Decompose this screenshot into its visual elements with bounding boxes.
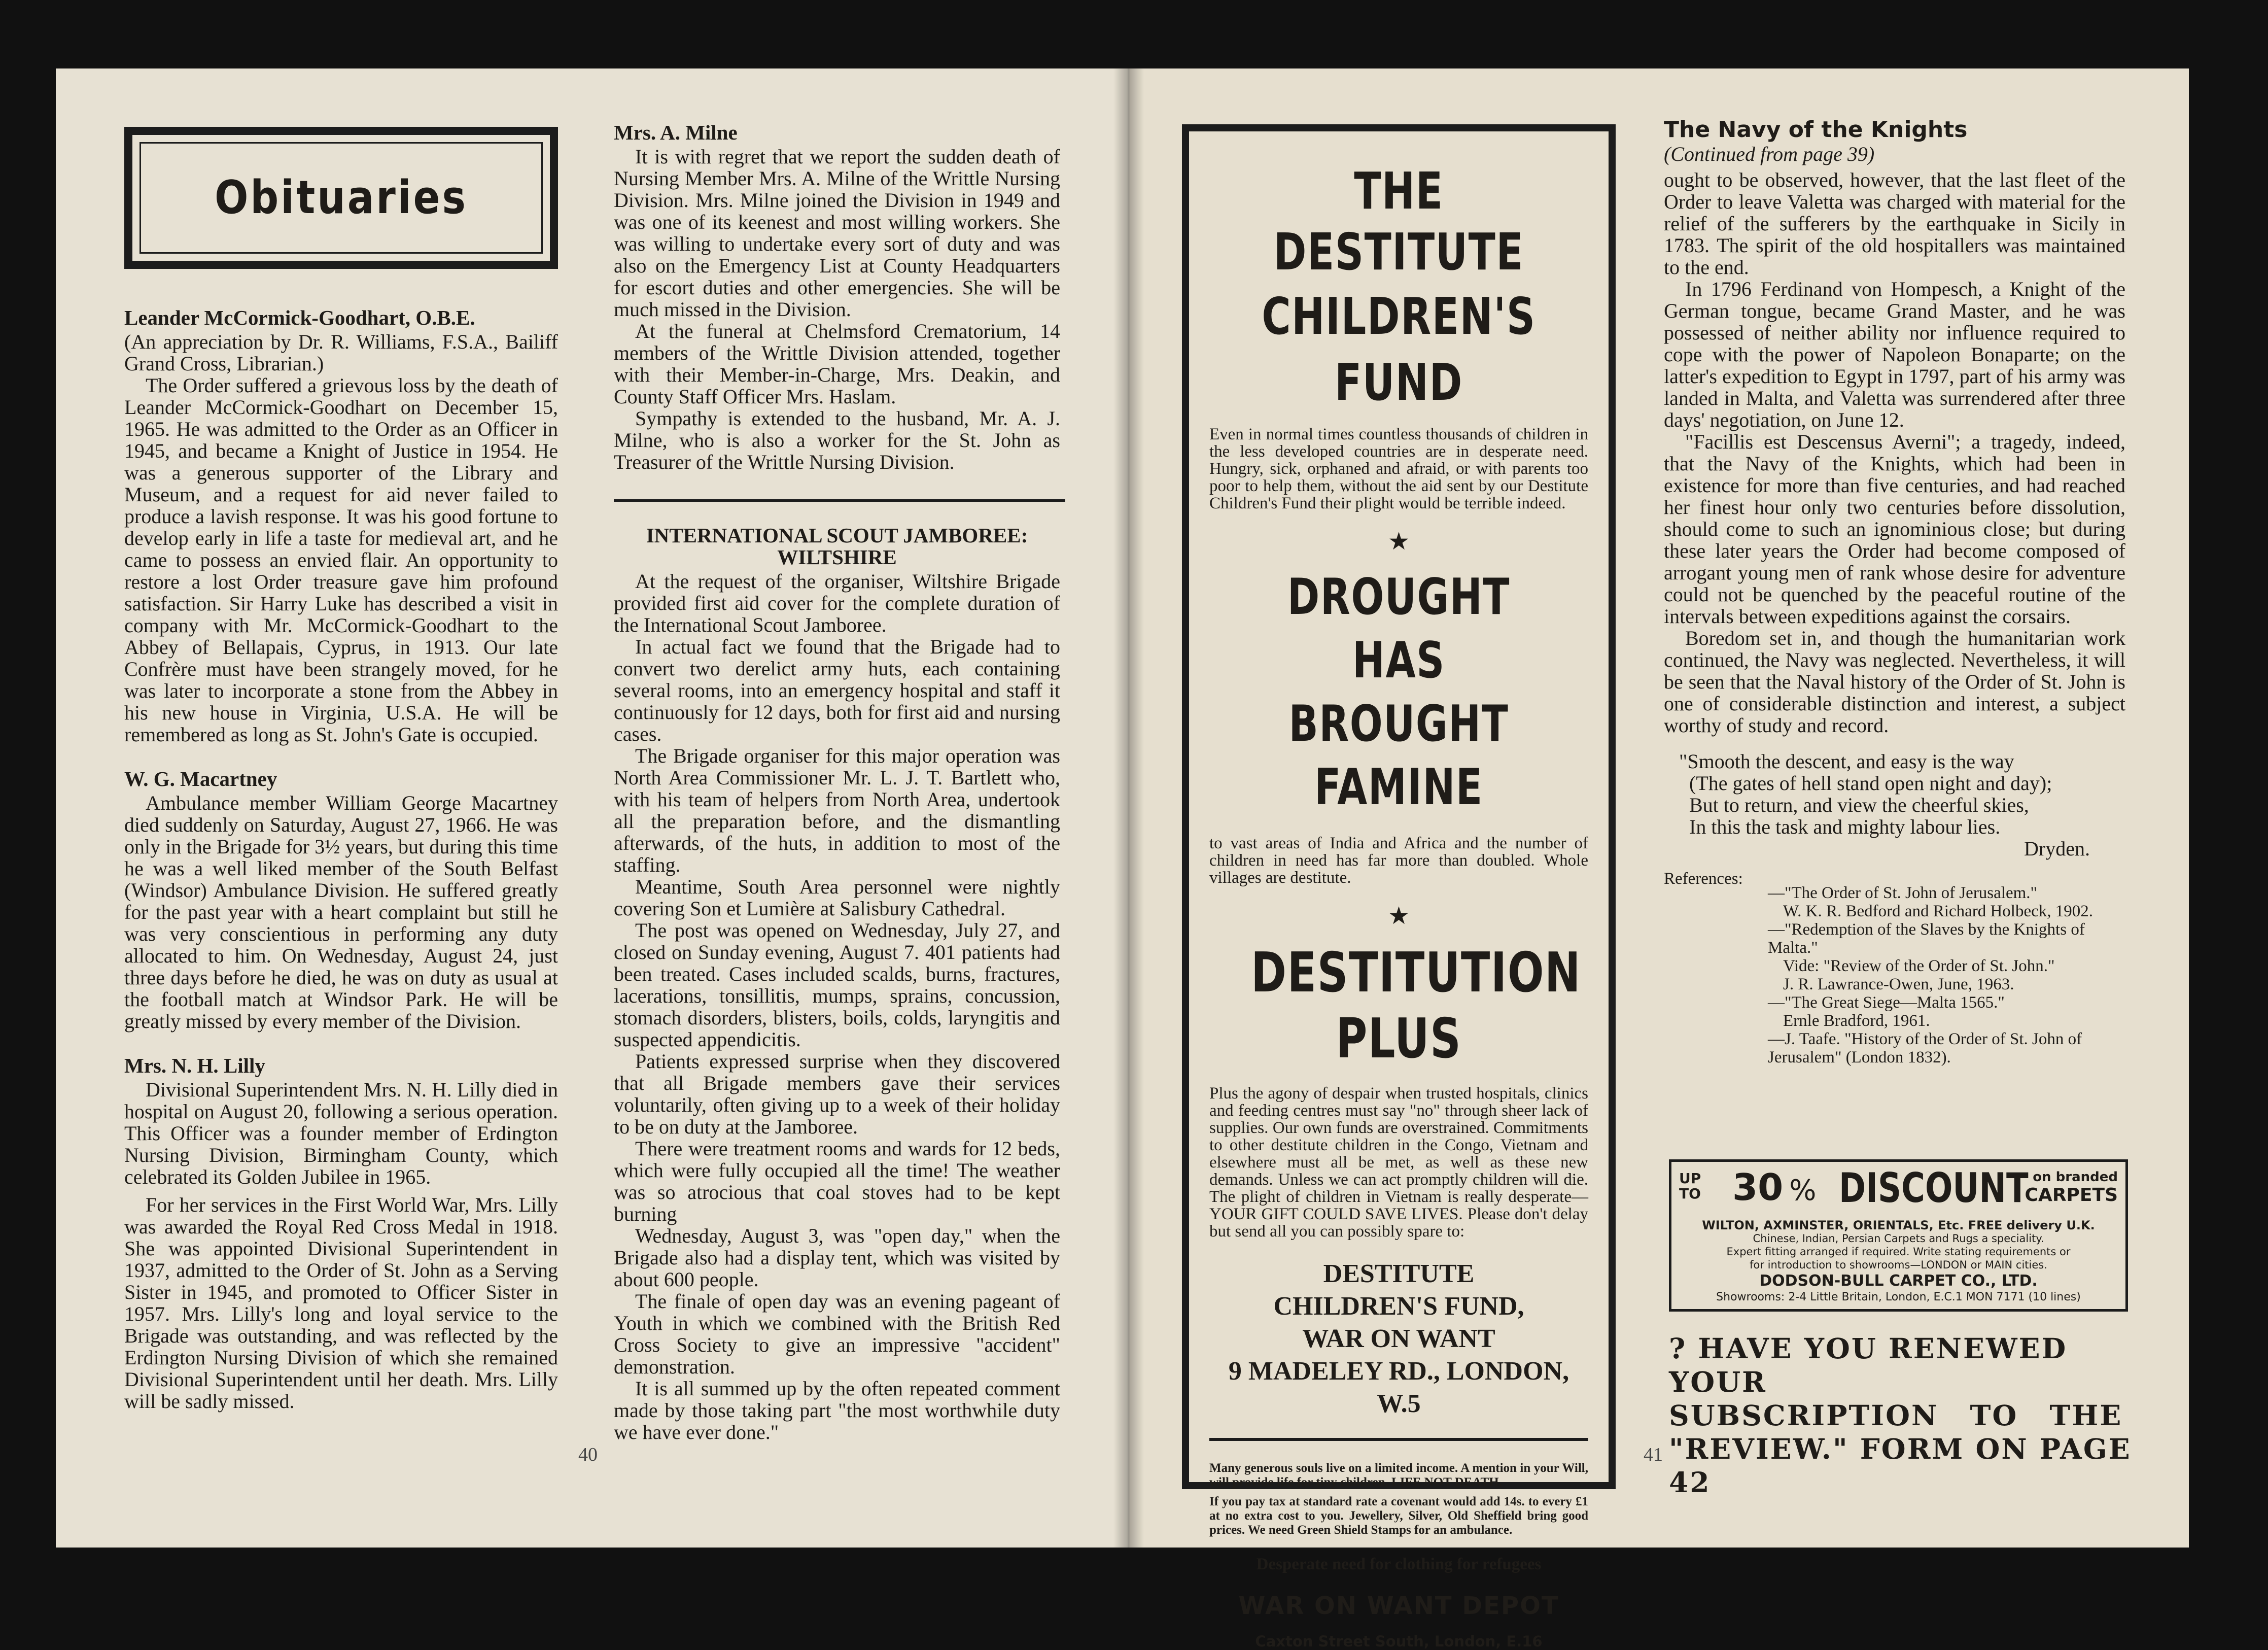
article-paragraph: In actual fact we found that the Brigade had to convert two derelict army huts, each containing several rooms, into an emergency hospital and staff it continuously for 12 days, both for first aid and nursing cases. [614, 635, 1060, 745]
article-paragraph: Patients expressed surprise when they discovered that all Brigade members gave their services voluntarily, often giving up to a week of their holiday to be on duty at the Jamboree. [614, 1050, 1060, 1138]
advert-need-line: Desperate need for clothing for refugees [1256, 1555, 1542, 1573]
article-paragraph: ought to be observed, however, that the last fleet of the Order to leave Valetta was charged with material for the relief of the sufferers by the earthquake in Sicily in 1783. The spirit of the old hospitallers was maintained to the end. [1664, 168, 2125, 279]
poem-attribution: Dryden. [2024, 837, 2090, 860]
obit-paragraph: At the funeral at Chelmsford Crematorium, 14 members of the Writtle Division attended, together with their Member-in-Charge, Mrs. Deakin, and County Staff Officer Mrs. Haslam. [614, 320, 1060, 408]
left-column-2 [614, 122, 1060, 1443]
advert-intro: Even in normal times countless thousands of children in the less developed countries are in desperate need. Hungry, sick, orphaned and afraid, or with parents too poor to help them, without the aid sent by our Destitute Children's Fund their plight would be terrible indeed. [1209, 425, 1588, 512]
discount-carpets: CARPETS [2025, 1185, 2118, 1206]
article-title: The Navy of the Knights [1664, 117, 1968, 143]
poem-line: In this the task and mighty labour lies. [1689, 815, 2001, 838]
advert-address-line: 9 MADELEY RD., LONDON, W.5 [1228, 1357, 1569, 1418]
advert-depot-address: Caxton Street South, London, E.16 [1255, 1633, 1543, 1650]
renewal-notice [1669, 1332, 2143, 1499]
obit-name: Mrs. A. Milne [614, 121, 738, 144]
advert-title-line: THE [1354, 161, 1444, 221]
reference-item: Ernle Bradford, 1961. [1783, 1012, 1930, 1030]
article-heading: INTERNATIONAL SCOUT JAMBOREE: WILTSHIRE [646, 524, 1028, 569]
poem-line: (The gates of hell stand open night and day); [1689, 772, 2052, 795]
article-paragraph: "Facillis est Descensus Averni"; a tragedy, indeed, that the Navy of the Knights, which had been in existence for more than five centuries, and had reached her finest hour only two centuries before dissolution, should come to such an ignominious close; but during these later years the Order had become composed of arrogant young men of rank whose desire for adventure could not be quenched by the peaceful routine of the intervals between expeditions against the corsairs. [1664, 430, 2125, 628]
continued-note: (Continued from page 39) [1664, 143, 1875, 165]
advert-address-line: DESTITUTE [1323, 1259, 1475, 1288]
reference-item: Vide: "Review of the Order of St. John." [1783, 957, 2055, 975]
book-spine [1113, 68, 1144, 1548]
obit-paragraph: Divisional Superintendent Mrs. N. H. Lilly died in hospital on August 20, following a serious operation. This Officer was a founder member of Erdington Nursing Division, Birmingham County, which celebrated its Golden Jubilee in 1965. [124, 1078, 558, 1188]
article-paragraph: There were treatment rooms and wards for 12 beds, which were fully occupied all the time! The weather was so atrocious that coal stoves had to be kept burning [614, 1137, 1060, 1225]
obit-byline: (An appreciation by Dr. R. Williams, F.S.A., Bailiff Grand Cross, Librarian.) [124, 330, 558, 375]
renewal-line: ? HAVE YOU RENEWED YOUR [1669, 1332, 2068, 1398]
star-icon: ★ [1387, 903, 1410, 930]
carpet-discount-advert [1669, 1159, 2128, 1312]
advert-drought-text: to vast areas of India and Africa and the number of children in need has far more than doubled. Whole villages are destitute. [1209, 834, 1588, 887]
reference-item: —"The Great Siege—Malta 1565." [1768, 993, 2005, 1012]
poem-line: But to return, and view the cheerful skies, [1689, 794, 2029, 816]
article-paragraph: At the request of the organiser, Wiltshire Brigade provided first aid cover for the complete duration of the International Scout Jamboree. [614, 570, 1060, 636]
advert-address-line: CHILDREN'S FUND, [1273, 1292, 1524, 1321]
discount-upto: TO [1679, 1185, 1701, 1202]
advert-heading: DROUGHT HAS [1287, 568, 1511, 690]
discount-showrooms: Showrooms: 2-4 Little Britain, London, E.C.1 MON 7171 (10 lines) [1716, 1291, 2081, 1303]
poem-line: "Smooth the descent, and easy is the way [1679, 750, 2014, 773]
left-column-1 [124, 307, 558, 1412]
article-paragraph: Boredom set in, and though the humanitarian work continued, the Navy was neglected. Nevertheless, it will be seen that the Naval history of the Order of St. John is one of considerable distinction and interest, a subject worthy of study and record. [1664, 627, 2125, 737]
left-page [56, 68, 1129, 1548]
star-icon: ★ [1387, 528, 1410, 555]
discount-company: DODSON-BULL CARPET CO., LTD. [1759, 1272, 2038, 1290]
advert-title-line: CHILDREN'S FUND [1262, 287, 1536, 412]
right-page [1129, 68, 2189, 1650]
article-paragraph: It is all summed up by the often repeated comment made by those taking part "the most worthwhile duty we have ever done." [614, 1377, 1060, 1443]
obituaries-title-box [124, 127, 558, 269]
obit-name: W. G. Macartney [124, 767, 277, 790]
article-paragraph: The post was opened on Wednesday, July 27, and closed on Sunday evening, August 7. 401 patients had been treated. Cases included scalds, burns, fractures, lacerations, tonsillitis, mumps, sprains, concussion, stomach disorders, blisters, boils, colds, laryngitis and suspected appendicitis. [614, 919, 1060, 1051]
discount-on-branded: on branded [2033, 1170, 2118, 1185]
percent-sign: % [1789, 1174, 1817, 1207]
reference-item: —"Redemption of the Slaves by the Knights of Malta." [1768, 920, 2085, 957]
advert-depot: WAR ON WANT DEPOT [1238, 1592, 1559, 1620]
advert-fine-print: Many generous souls live on a limited income. A mention in your Will, will provide life for tiny children. LIFE NOT DEATH. [1209, 1461, 1588, 1489]
renewal-line: SUBSCRIPTION TO THE [1669, 1399, 2123, 1432]
discount-line: WILTON, AXMINSTER, ORIENTALS, Etc. FREE delivery U.K. [1702, 1218, 2095, 1232]
advert-plus-text: Plus the agony of despair when trusted hospitals, clinics and feeding centres must say "no" through sheer lack of supplies. Our own funds are overstrained. Commitments to other destitute children in the Congo, Vietnam and elsewhere must all be met, as well as these new demands. Unless we can act promptly children will die. The plight of children in Vietnam is really desperate— YOUR GIFT COULD SAVE LIVES. Please don't delay but send all you can possibly spare to: [1209, 1084, 1588, 1241]
renewal-line: "REVIEW." FORM ON PAGE 42 [1669, 1432, 2132, 1499]
obit-paragraph: The Order suffered a grievous loss by the death of Leander McCormick-Goodhart on December 15, 1965. He was admitted to the Order as an Officer in 1945, and became a Knight of Justice in 1954. He was a generous supporter of the Library and Museum, and a request for aid never failed to produce a lavish response. It was his good fortune to develop early in life a taste for medieval art, and he came to possess an envied flair. An opportunity to restore a lost Order treasure gave him profound satisfaction. Sir Harry Luke has described a visit in company with Mr. McCormick-Goodhart to the Abbey of Bellapais, Cyprus, in 1913. Our late Confrère must have been strangely moved, for he was later to incorporate a stone from the Abbey in his new house in Virginia, U.S.A. He will be remembered as long as St. John's Gate is occupied. [124, 374, 558, 746]
discount-line: for introduction to showrooms—LONDON or MAIN cities. [1750, 1259, 2047, 1271]
obit-name: Leander McCormick-Goodhart, O.B.E. [124, 306, 475, 329]
discount-line: Chinese, Indian, Persian Carpets and Rugs a speciality. [1753, 1232, 2044, 1245]
article-paragraph: Meantime, South Area personnel were nightly covering Son et Lumière at Salisbury Cathedral. [614, 875, 1060, 920]
obit-paragraph: Sympathy is extended to the husband, Mr. A. J. Milne, who is also a worker for the St. John as Treasurer of the Writtle Nursing Division. [614, 407, 1060, 473]
advert-divider [1209, 1438, 1588, 1441]
page-number: 40 [578, 1444, 598, 1465]
page-number: 41 [1644, 1444, 1663, 1465]
discount-percent: 30 [1732, 1166, 1784, 1209]
obit-paragraph: For her services in the First World War, Mrs. Lilly was awarded the Royal Red Cross Medal in 1918. She was appointed Divisional Superintendent in 1937, admitted to the Order of St. John as a Serving Sister in 1945, and promoted to Officer Sister in 1957. Mrs. Lilly's long and loyal service to the Brigade was outstanding, and was reflected by the Erdington Nursing Division of which she remained Divisional Superintendent until her death. Mrs. Lilly will be sadly missed. [124, 1193, 558, 1413]
references-label: References: [1664, 870, 1743, 888]
references [1664, 870, 2125, 1067]
advert-fine-print: If you pay tax at standard rate a covenant would add 14s. to every £1 at no extra cost to you. Jewellery, Silver, Old Sheffield bring good prices. We need Green Shield Stamps for an ambulance. [1209, 1495, 1588, 1537]
article-paragraph: The finale of open day was an evening pageant of Youth in which we combined with the British Red Cross Society to give an impressive "accident" demonstration. [614, 1290, 1060, 1378]
obit-paragraph: It is with regret that we report the sudden death of Nursing Member Mrs. A. Milne of the Writtle Nursing Division. Mrs. Milne joined the Division in 1949 and was one of its keenest and most willing workers. She was willing to undertake every sort of duty and was also on the Emergency List at County Headquarters for escort duties and other emergencies. She will be much missed in the Division. [614, 145, 1060, 321]
advert-heading: DESTITUTION PLUS [1251, 941, 1582, 1071]
article-paragraph: Wednesday, August 3, was "open day," when the Brigade also had a display tent, which was visited by about 600 people. [614, 1224, 1060, 1291]
advert-title-line: DESTITUTE [1273, 222, 1524, 282]
navy-article [1664, 117, 2125, 1067]
advert-heading: BROUGHT FAMINE [1288, 695, 1509, 816]
advert-address-line: WAR ON WANT [1302, 1324, 1495, 1353]
discount-word: DISCOUNT [1839, 1164, 2029, 1212]
article-paragraph: The Brigade organiser for this major operation was North Area Commissioner Mr. L. J. T. Bartlett who, with his team of helpers from North Area, undertook all the preparation before, and the dismantling afterwards, of the huts, in addition to most of the staffing. [614, 744, 1060, 876]
obit-name: Mrs. N. H. Lilly [124, 1054, 265, 1077]
page-title: Obituaries [215, 171, 468, 224]
obit-paragraph: Ambulance member William George Macartney died suddenly on Saturday, August 27, 1966. He was only in the Brigade for 3½ years, but during this time he was a well liked member of the South Belfast (Windsor) Ambulance Division. He suffered greatly for the past year with a heart complaint but still he was very conscientious in performing any duty allocated to him. On Wednesday, August 24, just three days before he died, he was on duty as usual at the football match at Windsor Park. He will be greatly missed by every member of the Division. [124, 792, 558, 1033]
charity-advert [1182, 124, 1616, 1650]
reference-item: W. K. R. Bedford and Richard Holbeck, 1902. [1783, 902, 2093, 920]
reference-item: J. R. Lawrance-Owen, June, 1963. [1783, 975, 2014, 993]
obituaries-title-inner-frame [139, 142, 543, 254]
discount-upto: UP [1679, 1170, 1701, 1187]
reference-item: —"The Order of St. John of Jerusalem." [1768, 884, 2037, 902]
discount-line: Expert fitting arranged if required. Write stating requirements or [1726, 1246, 2071, 1258]
article-paragraph: In 1796 Ferdinand von Hompesch, a Knight of the German tongue, became Grand Master, and he was possessed of neither ability nor influence required to cope with the power of Napoleon Bonaparte; on the latter's expedition to Egypt in 1797, part of his army was landed in Malta, and Valetta was surrendered after three days' negotiation, on June 12. [1664, 278, 2125, 431]
reference-item: —J. Taafe. "History of the Order of St. John of Jerusalem" (London 1832). [1768, 1030, 2082, 1067]
